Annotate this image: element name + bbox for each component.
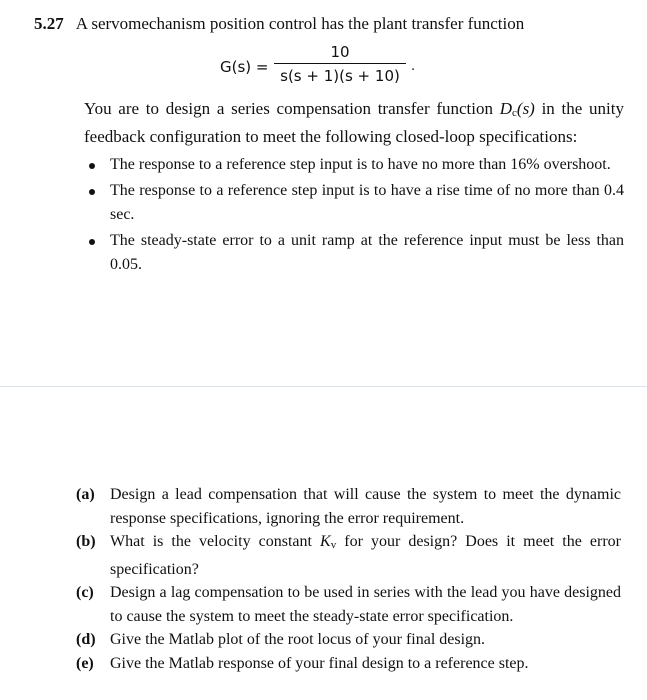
problem-title: A servomechanism position control has the plant transfer function bbox=[75, 14, 525, 33]
spec-item-rise-time bbox=[84, 179, 624, 227]
compensator-subscript: c bbox=[512, 107, 517, 119]
part-label: (e) bbox=[76, 654, 94, 672]
problem-number: 5.27 bbox=[34, 14, 64, 33]
part-text: Design a lag compensation to be used in series with the lead you have designed to cause the system to meet the steady-state error specification. bbox=[110, 584, 621, 625]
equation-lhs: G(s) = bbox=[220, 58, 269, 76]
spec-item-overshoot bbox=[84, 153, 624, 177]
compensator-argument: (s) bbox=[516, 99, 535, 118]
equation-numerator: 10 bbox=[330, 43, 350, 61]
section-divider bbox=[0, 386, 647, 387]
part-label: (d) bbox=[76, 631, 96, 648]
spec-item-steady-state bbox=[84, 229, 624, 277]
part-text bbox=[110, 530, 621, 581]
equation-fraction bbox=[274, 42, 406, 87]
part-e bbox=[76, 652, 621, 676]
part-text: Design a lead compensation that will cause the system to meet the dynamic response specifications, ignoring the error requirement. bbox=[110, 486, 621, 527]
bullet-icon bbox=[89, 189, 95, 195]
bullet-icon bbox=[89, 239, 95, 245]
part-label: (b) bbox=[76, 533, 96, 550]
intro-text-before: You are to design a series compensation transfer function bbox=[84, 99, 500, 118]
intro-paragraph bbox=[84, 97, 624, 149]
question-parts-list bbox=[76, 483, 621, 675]
part-b-text-before: What is the velocity constant bbox=[110, 533, 321, 550]
problem-heading bbox=[34, 12, 524, 36]
equation-denominator: s(s + 1)(s + 10) bbox=[280, 67, 400, 85]
velocity-constant-subscript: v bbox=[330, 539, 337, 551]
part-a bbox=[76, 483, 621, 530]
intro-text-after: in the unity feedback configuration to meet the following closed-loop specifications: bbox=[84, 99, 624, 146]
bullet-icon bbox=[89, 163, 95, 169]
equation-trailing-dot: · bbox=[411, 63, 416, 78]
compensator-symbol: D bbox=[499, 99, 513, 118]
spec-text: The steady-state error to a unit ramp at the reference input must be less than 0.05. bbox=[110, 232, 624, 273]
part-c bbox=[76, 581, 621, 628]
part-text: Give the Matlab plot of the root locus of your final design. bbox=[110, 631, 486, 648]
spec-text: The response to a reference step input is to have a rise time of no more than 0.4 sec. bbox=[110, 182, 624, 223]
fraction-bar bbox=[274, 63, 406, 64]
part-b bbox=[76, 530, 621, 581]
part-label: (a) bbox=[76, 486, 95, 503]
part-d bbox=[76, 628, 621, 652]
part-b-text-after: for your design? Does it meet the error specification? bbox=[110, 533, 621, 578]
part-text: Give the Matlab response of your final design to a reference step. bbox=[110, 654, 529, 672]
velocity-constant-symbol: K bbox=[320, 533, 331, 550]
part-label: (c) bbox=[76, 584, 94, 601]
specification-list bbox=[84, 153, 624, 279]
spec-text: The response to a reference step input is to have no more than 16% overshoot. bbox=[110, 156, 611, 173]
